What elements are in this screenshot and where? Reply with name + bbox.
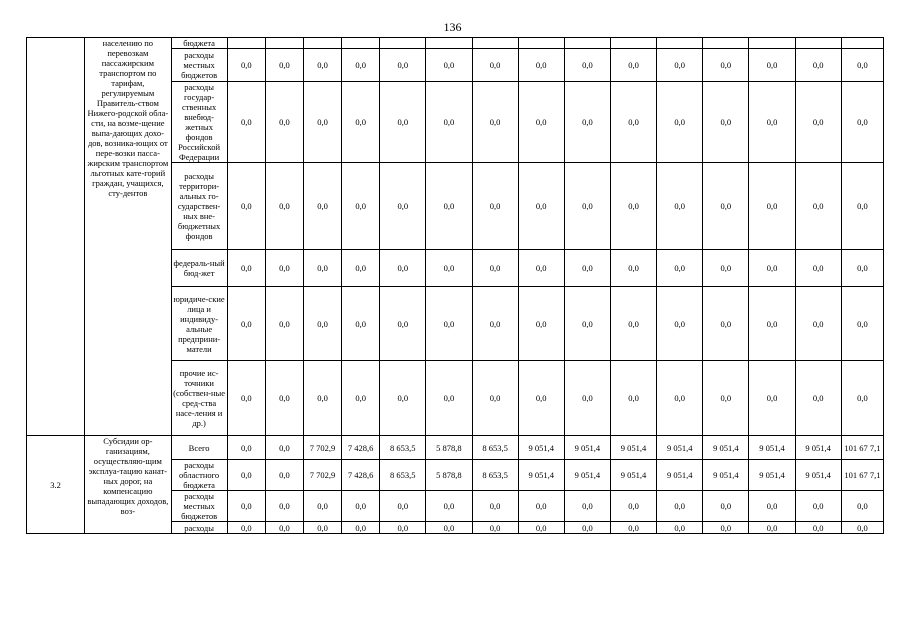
amount-cell: 0,0 — [303, 491, 341, 522]
amount-cell: 0,0 — [841, 49, 883, 82]
amount-cell: 0,0 — [265, 460, 303, 491]
amount-cell: 9 051,4 — [703, 460, 749, 491]
amount-cell: 0,0 — [841, 491, 883, 522]
amount-cell: 0,0 — [795, 82, 841, 163]
amount-cell: 9 051,4 — [564, 436, 610, 460]
amount-cell: 0,0 — [703, 491, 749, 522]
funding-source-cell: расходы государ-ственных внебюд-жетных фондов Российской Федерации — [171, 82, 227, 163]
funding-source-cell: федераль-ный бюд-жет — [171, 250, 227, 287]
amount-cell: 8 653,5 — [472, 436, 518, 460]
amount-cell: 0,0 — [380, 163, 426, 250]
amount-cell: 101 67 7,1 — [841, 460, 883, 491]
amount-cell: 0,0 — [342, 491, 380, 522]
amount-cell — [703, 38, 749, 49]
amount-cell: 9 051,4 — [749, 460, 795, 491]
amount-cell: 7 702,9 — [303, 460, 341, 491]
amount-cell — [841, 38, 883, 49]
amount-cell: 0,0 — [703, 82, 749, 163]
amount-cell: 0,0 — [303, 49, 341, 82]
amount-cell: 101 67 7,1 — [841, 436, 883, 460]
amount-cell: 0,0 — [518, 491, 564, 522]
amount-cell: 0,0 — [564, 82, 610, 163]
amount-cell: 0,0 — [265, 163, 303, 250]
funding-source-cell: расходы местных бюджетов — [171, 49, 227, 82]
amount-cell: 0,0 — [749, 522, 795, 534]
amount-cell: 0,0 — [610, 49, 656, 82]
amount-cell: 0,0 — [227, 522, 265, 534]
amount-cell: 0,0 — [380, 250, 426, 287]
amount-cell — [518, 38, 564, 49]
amount-cell: 0,0 — [564, 163, 610, 250]
amount-cell: 0,0 — [564, 49, 610, 82]
amount-cell: 7 428,6 — [342, 436, 380, 460]
amount-cell: 5 878,8 — [426, 436, 472, 460]
amount-cell: 0,0 — [265, 49, 303, 82]
amount-cell: 0,0 — [749, 82, 795, 163]
amount-cell — [564, 38, 610, 49]
amount-cell: 0,0 — [564, 250, 610, 287]
amount-cell: 0,0 — [227, 460, 265, 491]
amount-cell: 0,0 — [472, 287, 518, 361]
item-description-cell: Субсидии ор-ганизациям, осуществляю-щим эксплуа-тацию канат-ных дорог, на компенсацию выпадающих доходов, воз- — [85, 436, 171, 534]
amount-cell: 0,0 — [227, 491, 265, 522]
amount-cell — [749, 38, 795, 49]
amount-cell: 0,0 — [472, 522, 518, 534]
amount-cell — [610, 38, 656, 49]
amount-cell: 0,0 — [795, 163, 841, 250]
amount-cell — [426, 38, 472, 49]
amount-cell: 9 051,4 — [795, 436, 841, 460]
amount-cell: 5 878,8 — [426, 460, 472, 491]
amount-cell: 0,0 — [657, 491, 703, 522]
funding-source-cell: расходы местных бюджетов — [171, 491, 227, 522]
amount-cell: 0,0 — [841, 361, 883, 436]
amount-cell: 0,0 — [426, 82, 472, 163]
amount-cell: 0,0 — [227, 250, 265, 287]
amount-cell: 9 051,4 — [610, 460, 656, 491]
amount-cell: 9 051,4 — [657, 460, 703, 491]
amount-cell: 0,0 — [426, 522, 472, 534]
amount-cell: 0,0 — [657, 522, 703, 534]
amount-cell: 0,0 — [303, 163, 341, 250]
amount-cell: 9 051,4 — [703, 436, 749, 460]
amount-cell: 0,0 — [795, 49, 841, 82]
amount-cell: 0,0 — [703, 250, 749, 287]
amount-cell: 0,0 — [518, 361, 564, 436]
amount-cell: 0,0 — [342, 287, 380, 361]
amount-cell: 8 653,5 — [380, 460, 426, 491]
amount-cell: 0,0 — [610, 82, 656, 163]
amount-cell: 7 428,6 — [342, 460, 380, 491]
amount-cell: 0,0 — [472, 163, 518, 250]
amount-cell: 0,0 — [795, 491, 841, 522]
amount-cell: 0,0 — [227, 82, 265, 163]
budget-table — [26, 37, 884, 534]
amount-cell: 0,0 — [795, 522, 841, 534]
item-number-cell: 3.2 — [27, 436, 85, 534]
amount-cell: 0,0 — [303, 361, 341, 436]
amount-cell: 0,0 — [610, 287, 656, 361]
amount-cell: 0,0 — [703, 163, 749, 250]
amount-cell: 0,0 — [380, 82, 426, 163]
amount-cell: 0,0 — [472, 82, 518, 163]
item-number-cell — [27, 38, 85, 436]
amount-cell: 0,0 — [227, 287, 265, 361]
amount-cell: 0,0 — [265, 522, 303, 534]
amount-cell: 0,0 — [564, 287, 610, 361]
amount-cell: 0,0 — [472, 491, 518, 522]
amount-cell: 0,0 — [657, 250, 703, 287]
amount-cell: 0,0 — [518, 287, 564, 361]
amount-cell: 0,0 — [841, 287, 883, 361]
amount-cell: 0,0 — [564, 491, 610, 522]
amount-cell: 0,0 — [657, 361, 703, 436]
amount-cell: 0,0 — [265, 250, 303, 287]
amount-cell: 0,0 — [227, 361, 265, 436]
amount-cell: 8 653,5 — [380, 436, 426, 460]
amount-cell: 9 051,4 — [564, 460, 610, 491]
amount-cell: 0,0 — [303, 522, 341, 534]
amount-cell: 0,0 — [265, 491, 303, 522]
amount-cell: 0,0 — [472, 250, 518, 287]
amount-cell: 9 051,4 — [657, 436, 703, 460]
amount-cell: 0,0 — [380, 522, 426, 534]
amount-cell: 0,0 — [795, 287, 841, 361]
amount-cell — [265, 38, 303, 49]
funding-source-cell: Всего — [171, 436, 227, 460]
amount-cell: 0,0 — [795, 361, 841, 436]
amount-cell: 0,0 — [518, 522, 564, 534]
amount-cell: 0,0 — [703, 49, 749, 82]
amount-cell: 0,0 — [610, 361, 656, 436]
amount-cell: 7 702,9 — [303, 436, 341, 460]
amount-cell: 0,0 — [749, 49, 795, 82]
amount-cell: 0,0 — [749, 361, 795, 436]
amount-cell: 0,0 — [227, 436, 265, 460]
amount-cell: 0,0 — [342, 163, 380, 250]
amount-cell: 0,0 — [380, 287, 426, 361]
amount-cell: 0,0 — [426, 361, 472, 436]
amount-cell: 9 051,4 — [610, 436, 656, 460]
amount-cell: 0,0 — [610, 522, 656, 534]
amount-cell: 0,0 — [380, 361, 426, 436]
amount-cell: 9 051,4 — [749, 436, 795, 460]
amount-cell: 0,0 — [265, 361, 303, 436]
amount-cell: 0,0 — [342, 361, 380, 436]
funding-source-cell: прочие ис-точники (собствен-ные сред-ства насе-ления и др.) — [171, 361, 227, 436]
amount-cell: 0,0 — [342, 250, 380, 287]
amount-cell: 9 051,4 — [795, 460, 841, 491]
funding-source-cell: юридиче-ские лица и индивиду-альные предприни-матели — [171, 287, 227, 361]
amount-cell: 9 051,4 — [518, 436, 564, 460]
amount-cell: 0,0 — [703, 287, 749, 361]
amount-cell: 0,0 — [610, 163, 656, 250]
amount-cell — [795, 38, 841, 49]
amount-cell: 0,0 — [657, 82, 703, 163]
amount-cell: 0,0 — [265, 82, 303, 163]
amount-cell: 0,0 — [703, 522, 749, 534]
amount-cell: 0,0 — [518, 49, 564, 82]
funding-source-cell: расходы территори-альных го-сударствен-ных вне-бюджетных фондов — [171, 163, 227, 250]
amount-cell: 0,0 — [564, 361, 610, 436]
amount-cell: 0,0 — [227, 49, 265, 82]
amount-cell: 0,0 — [749, 250, 795, 287]
amount-cell — [342, 38, 380, 49]
amount-cell: 0,0 — [380, 491, 426, 522]
amount-cell: 0,0 — [749, 287, 795, 361]
funding-source-cell: расходы областного бюджета — [171, 460, 227, 491]
amount-cell: 0,0 — [657, 287, 703, 361]
amount-cell: 0,0 — [610, 250, 656, 287]
page-number: 136 — [443, 20, 462, 34]
amount-cell: 0,0 — [426, 491, 472, 522]
amount-cell: 0,0 — [472, 361, 518, 436]
amount-cell: 0,0 — [657, 49, 703, 82]
amount-cell: 0,0 — [426, 250, 472, 287]
amount-cell: 0,0 — [518, 82, 564, 163]
amount-cell: 0,0 — [518, 163, 564, 250]
amount-cell: 0,0 — [610, 491, 656, 522]
amount-cell: 9 051,4 — [518, 460, 564, 491]
amount-cell: 0,0 — [265, 287, 303, 361]
amount-cell — [657, 38, 703, 49]
funding-source-cell: бюджета — [171, 38, 227, 49]
amount-cell: 0,0 — [472, 49, 518, 82]
amount-cell: 0,0 — [518, 250, 564, 287]
amount-cell: 0,0 — [342, 82, 380, 163]
amount-cell: 0,0 — [227, 163, 265, 250]
amount-cell: 0,0 — [841, 82, 883, 163]
amount-cell: 0,0 — [426, 163, 472, 250]
amount-cell — [227, 38, 265, 49]
amount-cell: 0,0 — [342, 49, 380, 82]
amount-cell: 0,0 — [303, 250, 341, 287]
amount-cell: 0,0 — [303, 82, 341, 163]
amount-cell: 0,0 — [426, 287, 472, 361]
amount-cell: 0,0 — [657, 163, 703, 250]
amount-cell: 0,0 — [841, 250, 883, 287]
amount-cell: 0,0 — [749, 491, 795, 522]
amount-cell: 0,0 — [342, 522, 380, 534]
table-row — [27, 38, 884, 49]
amount-cell: 0,0 — [303, 287, 341, 361]
amount-cell — [380, 38, 426, 49]
amount-cell — [303, 38, 341, 49]
funding-source-cell: расходы — [171, 522, 227, 534]
amount-cell: 0,0 — [380, 49, 426, 82]
amount-cell: 0,0 — [795, 250, 841, 287]
amount-cell: 0,0 — [265, 436, 303, 460]
table-row — [27, 436, 884, 460]
amount-cell: 0,0 — [841, 522, 883, 534]
item-description-cell: населению по перевозкам пассажирским транспортом по тарифам, регулируемым Правитель-ством Нижего-родской обла-сти, на возме-щение выпа-дающих дохо-дов, возника-ющих от пере-возки пасса-жирским транспортом льготных кате-горий граждан, учащихся, сту-дентов — [85, 38, 171, 436]
amount-cell: 0,0 — [841, 163, 883, 250]
amount-cell: 0,0 — [564, 522, 610, 534]
amount-cell: 0,0 — [749, 163, 795, 250]
amount-cell: 8 653,5 — [472, 460, 518, 491]
amount-cell: 0,0 — [703, 361, 749, 436]
amount-cell — [472, 38, 518, 49]
amount-cell: 0,0 — [426, 49, 472, 82]
